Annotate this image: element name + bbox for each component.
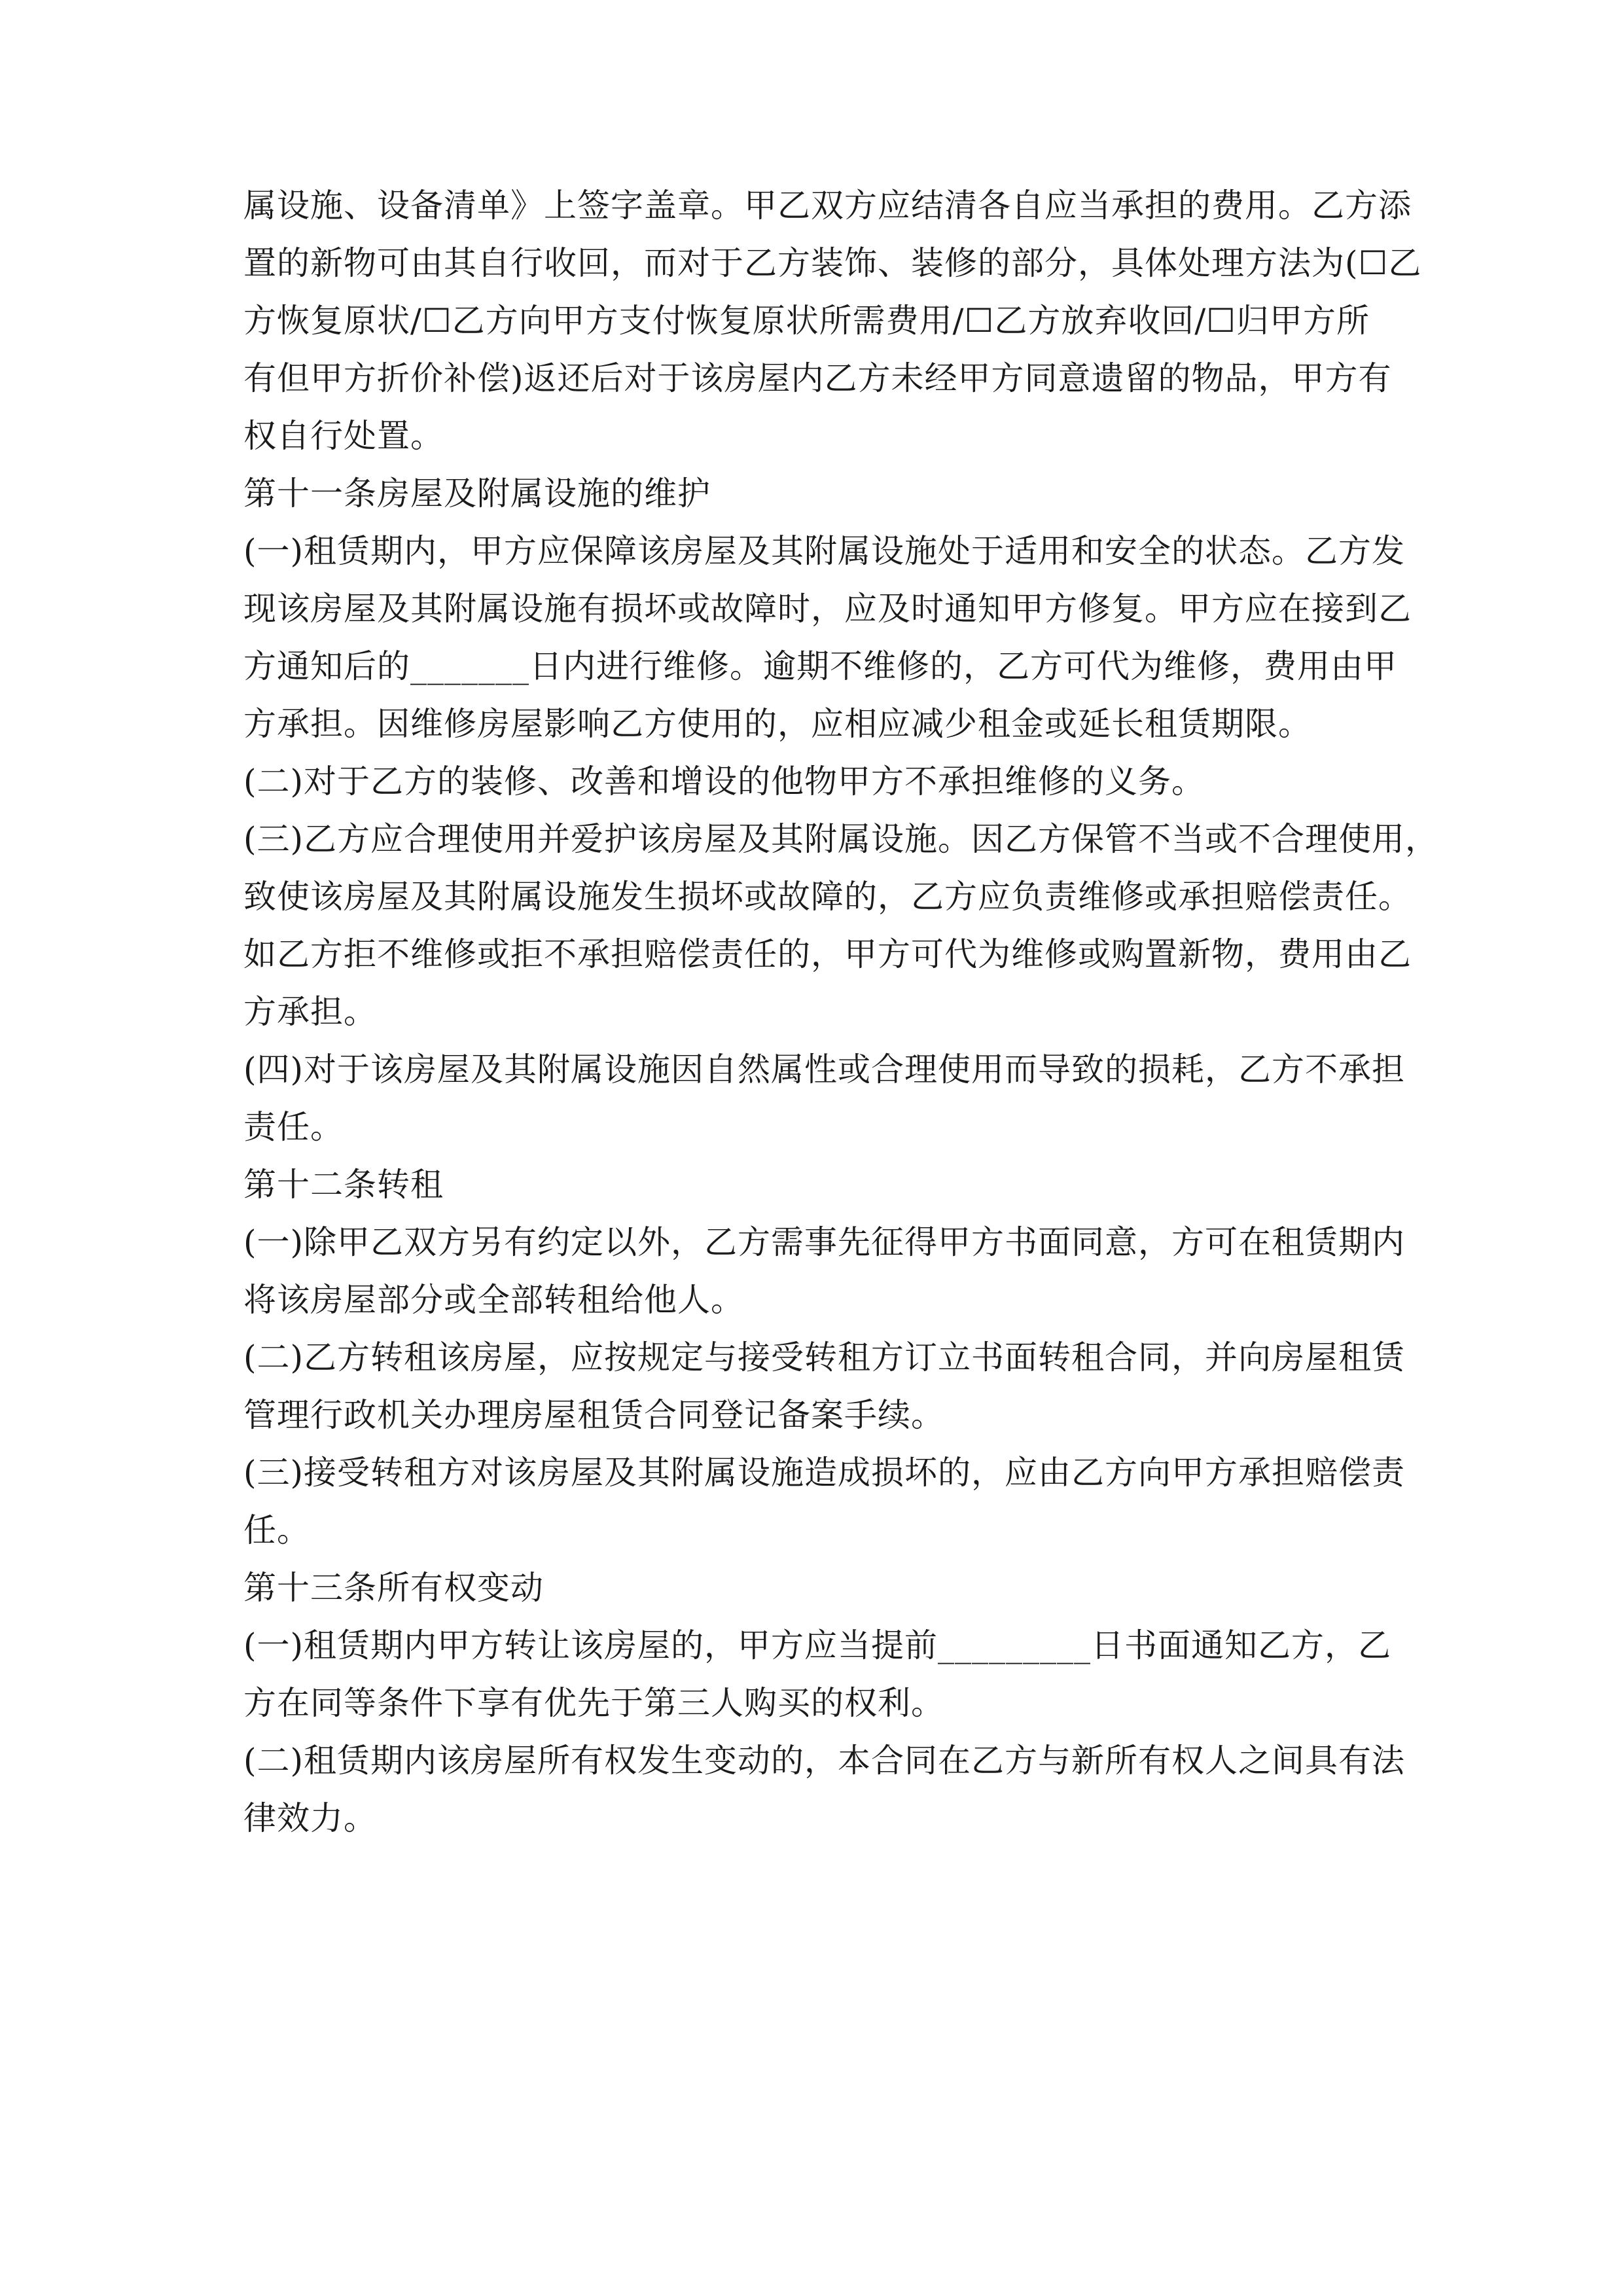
- text-line: 方在同等条件下享有优先于第三人购买的权利。: [243, 1684, 944, 1722]
- text-line: (三)乙方应合理使用并爱护该房屋及其附属设施。因乙方保管不当或不合理使用，: [243, 820, 1439, 858]
- text-line: 方承担。因维修房屋影响乙方使用的，应相应减少租金或延长租赁期限。: [243, 705, 1311, 743]
- text-line: (三)接受转租方对该房屋及其附属设施造成损坏的，应由乙方向甲方承担赔偿责: [243, 1454, 1406, 1492]
- text-line: 将该房屋部分或全部转租给他人。: [243, 1281, 744, 1319]
- text-line: 任。: [243, 1511, 310, 1549]
- text-line: 律效力。: [243, 1799, 377, 1837]
- text-line: (二)乙方转租该房屋，应按规定与接受转租方订立书面转租合同，并向房屋租赁: [243, 1338, 1406, 1376]
- text-line: (一)除甲乙双方另有约定以外，乙方需事先征得甲方书面同意，方可在租赁期内: [243, 1223, 1406, 1261]
- text-line: 置的新物可由其自行收回，而对于乙方装饰、装修的部分，具体处理方法为(☐乙: [243, 244, 1422, 282]
- text-line: (四)对于该房屋及其附属设施因自然属性或合理使用而导致的损耗，乙方不承担: [243, 1050, 1406, 1088]
- text-line: (一)租赁期内甲方转让该房屋的，甲方应当提前_________日书面通知乙方，乙: [243, 1626, 1392, 1664]
- text-line: 责任。: [243, 1108, 344, 1146]
- text-line: (二)对于乙方的装修、改善和增设的他物甲方不承担维修的义务。: [243, 762, 1205, 800]
- text-line: 方恢复原状/☐乙方向甲方支付恢复原状所需费用/☐乙方放弃收回/☐归甲方所: [243, 302, 1370, 340]
- text-line: 方通知后的_______日内进行维修。逾期不维修的，乙方可代为维修，费用由甲: [243, 647, 1397, 685]
- text-line: (二)租赁期内该房屋所有权发生变动的，本合同在乙方与新所有权人之间具有法: [243, 1742, 1406, 1780]
- section-heading: 第十一条房屋及附属设施的维护: [243, 475, 711, 512]
- text-line: 管理行政机关办理房屋租赁合同登记备案手续。: [243, 1396, 944, 1434]
- text-line: 如乙方拒不维修或拒不承担赔偿责任的，甲方可代为维修或购置新物，费用由乙: [243, 935, 1412, 973]
- text-line: 属设施、设备清单》上签字盖章。甲乙双方应结清各自应当承担的费用。乙方添: [243, 187, 1412, 224]
- text-line: 现该房屋及其附属设施有损坏或故障时，应及时通知甲方修复。甲方应在接到乙: [243, 590, 1412, 628]
- text-line: 权自行处置。: [243, 417, 444, 455]
- section-heading: 第十三条所有权变动: [243, 1569, 544, 1607]
- document-page: [243, 177, 1439, 1847]
- text-line: 致使该房屋及其附属设施发生损坏或故障的，乙方应负责维修或承担赔偿责任。: [243, 878, 1412, 916]
- text-line: 方承担。: [243, 993, 377, 1031]
- section-heading: 第十二条转租: [243, 1166, 444, 1204]
- text-line: (一)租赁期内，甲方应保障该房屋及其附属设施处于适用和安全的状态。乙方发: [243, 532, 1406, 570]
- text-line: 有但甲方折价补偿)返还后对于该房屋内乙方未经甲方同意遗留的物品，甲方有: [243, 359, 1392, 397]
